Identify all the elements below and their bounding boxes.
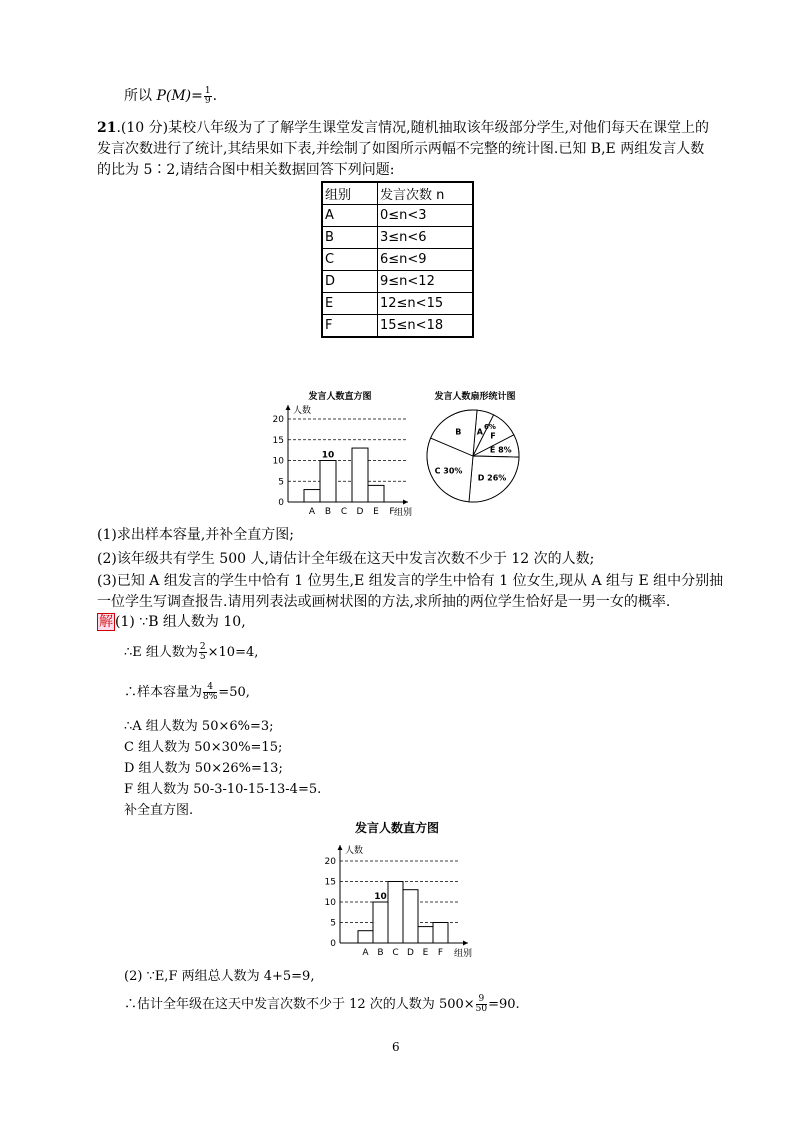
y-axis-arrow: [338, 845, 343, 850]
solution-line-2: ∴E 组人数为 $\frac{2}{5}$ ×10=4,: [124, 642, 259, 662]
y-tick-label: 20: [272, 415, 284, 425]
y-tick-label: 5: [330, 918, 336, 929]
table-cell: 9≤n<12: [378, 271, 474, 293]
x-axis-label: 组别: [394, 508, 413, 518]
x-tick-label: B: [377, 948, 384, 958]
chart-title: 发言人数直方图: [308, 392, 372, 402]
bar-a: [358, 931, 373, 943]
question-2: (2)该年级共有学生 500 人,请估计全年级在这天中发言次数不少于 12 次的人数;: [97, 551, 595, 567]
top-line: 所以 P(M)= $\frac{1}{9}$ .: [124, 85, 218, 106]
bar-e: [418, 927, 433, 943]
y-tick-label: 15: [324, 877, 336, 888]
table-cell: 3≤n<6: [378, 227, 474, 249]
question-1: (1)求出样本容量,并补全直方图;: [97, 527, 294, 543]
table-cell: F: [322, 315, 378, 338]
slice-label: F: [490, 431, 496, 441]
fraction: $\frac{9}{50}$: [475, 994, 488, 1014]
bar-a: [304, 490, 320, 502]
slice-label: C 30%: [434, 466, 463, 476]
solution-tag: 解: [99, 614, 113, 630]
bar-b: [373, 902, 388, 943]
chart-title: 发言人数直方图: [354, 821, 440, 835]
problem-line-1: 21.(10 分)某校八年级为了了解学生课堂发言情况,随机抽取该年级部分学生,对他们每天在课堂上的: [97, 120, 710, 136]
table-header-row: [322, 182, 473, 205]
table-cell: A: [322, 205, 378, 227]
chart-title: 发言人数扇形统计图: [434, 392, 516, 402]
solution-line-7: F 组人数为 50-3-10-15-13-4=5.: [124, 782, 322, 797]
x-tick-label: D: [356, 507, 364, 517]
x-tick-label: E: [422, 948, 429, 958]
table-cell: 12≤n<15: [378, 293, 474, 315]
slice-label-a-percent: 6%: [484, 423, 496, 431]
data-label: 10: [374, 892, 387, 902]
page-number: 6: [392, 1040, 400, 1054]
bar-b: [320, 461, 336, 503]
y-tick-label: 0: [330, 939, 336, 949]
table-row: [322, 249, 473, 271]
table-row: [322, 205, 473, 227]
table-cell: C: [322, 249, 378, 271]
solution-line-9: (2) ∵E,F 两组总人数为 4+5=9,: [124, 969, 315, 984]
question-3a: (3)已知 A 组发言的学生中恰有 1 位男生,E 组发言的学生中恰有 1 位女生,现从 A 组与 E 组中分别抽: [97, 573, 724, 589]
x-tick-label: C: [340, 507, 348, 517]
problem-line-3: 的比为 5∶2,请结合图中相关数据回答下列问题:: [97, 162, 395, 178]
y-tick-label: 10: [272, 456, 284, 467]
solution-line-4: ∴A 组人数为 50×6%=3;: [124, 719, 274, 734]
x-tick-label: D: [407, 948, 414, 958]
bar-d: [352, 448, 368, 502]
table-cell: B: [322, 227, 378, 249]
table-row: [322, 293, 473, 315]
question-3b: 一位学生写调查报告.请用列表法或画树状图的方法,求所抽的两位学生恰好是一男一女的概率.: [97, 594, 671, 610]
solution-line-10: ∴估计全年级在这天中发言次数不少于 12 次的人数为 500× $\frac{9}{50}$ =90.: [124, 994, 520, 1014]
table-cell: E: [322, 293, 378, 315]
y-tick-label: 10: [324, 898, 336, 908]
slice-label: E 8%: [489, 445, 512, 455]
table-row: [322, 315, 473, 338]
solution-line-5: C 组人数为 50×30%=15;: [124, 740, 283, 755]
x-tick-label: B: [324, 507, 332, 517]
problem-number: 21: [97, 120, 117, 136]
group-table: [321, 181, 474, 338]
data-label: 10: [321, 450, 335, 461]
bar-d: [403, 890, 418, 943]
y-tick-label: 0: [278, 498, 284, 508]
bar-f: [433, 923, 448, 944]
fraction: $\frac{4}{8\%}$: [203, 682, 218, 702]
table-row: [322, 271, 473, 293]
table-cell: 0≤n<3: [378, 205, 474, 227]
y-axis-label: 人数: [293, 406, 312, 416]
histogram-complete: [320, 815, 480, 960]
x-tick-label: A: [362, 948, 369, 958]
bar-c: [388, 882, 403, 944]
table-cell: D: [322, 271, 378, 293]
y-axis-label: 人数: [345, 846, 364, 856]
histogram-incomplete: [260, 385, 420, 520]
slice-label: D 26%: [477, 473, 507, 483]
solution-line-6: D 组人数为 50×26%=13;: [124, 761, 283, 776]
fraction: $\frac{2}{5}$: [199, 642, 206, 662]
slice-label: B: [455, 427, 462, 437]
x-axis-label: 组别: [454, 949, 473, 959]
pie-chart: [420, 385, 530, 510]
table-cell: 6≤n<9: [378, 249, 474, 271]
solution-line-1: 解 (1) ∵B 组人数为 10,: [99, 614, 246, 630]
x-axis-arrow: [403, 500, 408, 505]
x-tick-label: A: [308, 507, 316, 517]
x-tick-label: F: [389, 507, 395, 517]
y-tick-label: 15: [272, 435, 284, 446]
table-cell: 15≤n<18: [378, 315, 474, 338]
solution-line-3: ∴样本容量为 $\frac{4}{8\%}$ =50,: [124, 682, 250, 702]
y-tick-label: 20: [324, 857, 336, 867]
solution-line-8: 补全直方图.: [124, 803, 194, 818]
slice-label: A: [476, 427, 483, 437]
bar-e: [368, 485, 384, 502]
x-tick-label: E: [373, 507, 379, 517]
y-axis-arrow: [286, 405, 291, 410]
y-tick-label: 5: [278, 477, 284, 488]
fraction: $\frac{1}{9}$: [204, 85, 211, 106]
table-header-cell: 发言次数 n: [378, 182, 474, 205]
x-tick-label: C: [392, 948, 399, 958]
problem-line-2: 发言次数进行了统计,其结果如下表,并绘制了如图所示两幅不完整的统计图.已知 B,E 两组发言人数: [97, 141, 705, 157]
table-row: [322, 227, 473, 249]
table-header-cell: 组别: [322, 182, 378, 205]
x-axis-arrow: [463, 941, 468, 946]
x-tick-label: F: [437, 948, 444, 958]
